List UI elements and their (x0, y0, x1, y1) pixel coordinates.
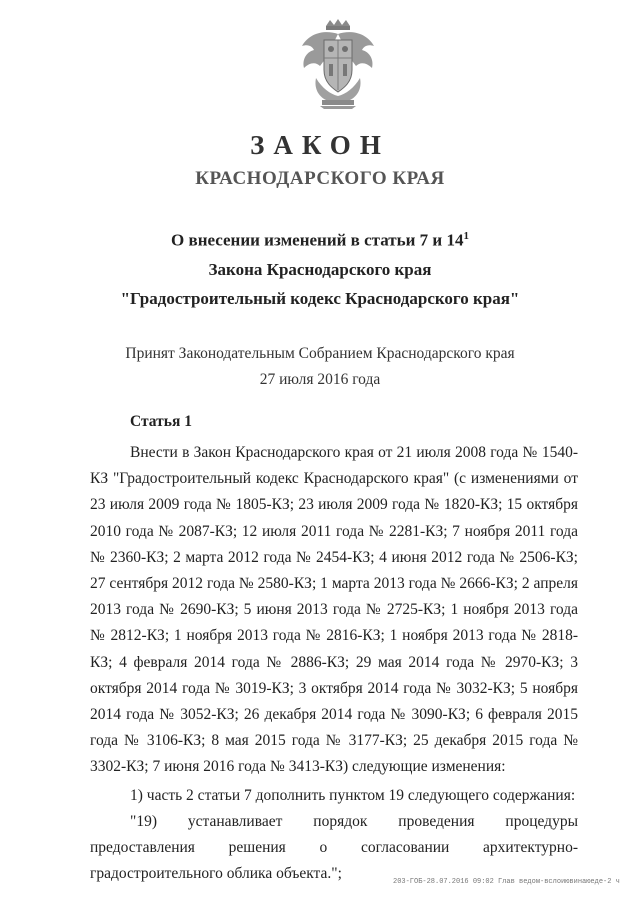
adoption-body: Принят Законодательным Собранием Краснодарского края (125, 345, 515, 362)
article-item-1-text: "19) устанавливает порядок проведения процедуры предоставления решения о согласовании архитектурно-градостроительного облика объекта."; (90, 812, 578, 883)
adoption-info (0, 341, 640, 393)
subject-line-1: О внесении изменений в статьи 7 и $14^1$ (171, 230, 469, 250)
law-subject (0, 222, 640, 313)
adoption-date: 27 июля 2016 года (259, 371, 381, 388)
subject-superscript: 1 (463, 230, 469, 242)
subject-line-2: Закона Краснодарского края (208, 259, 432, 279)
article-paragraph: Внести в Закон Краснодарского края от 21 июля 2008 года № 1540-КЗ "Градостроительный кодекс Краснодарского края" (с изменениями от 23 июля 2009 года № 1805-КЗ; 23 июля 2009 года № 1820-КЗ; 15 октября 2010 года № 2087-КЗ; 12 июля 2011 года № 2281-КЗ; 7 ноября 2011 года № 2360-КЗ; 2 марта 2012 года № 2454-КЗ; 4 июня 2012 года № 2506-КЗ; 27 сентября 2012 года № 2580-КЗ; 1 марта 2013 года № 2666-КЗ; 2 апреля 2013 года № 2690-КЗ; 5 июня 2013 года № 2725-КЗ; 1 ноября 2013 года № 2812-КЗ; 1 ноября 2013 года № 2816-КЗ; 1 ноября 2013 года № 2818-КЗ; 4 февраля 2014 года № 2886-КЗ; 29 мая 2014 года № 2970-КЗ; 3 октября 2014 года № 3019-КЗ; 3 октября 2014 года № 3032-КЗ; 5 ноября 2014 года № 3052-КЗ; 26 декабря 2014 года № 3090-КЗ; 6 февраля 2015 года № 3106-КЗ; 8 мая 2015 года № 3177-КЗ; 25 декабря 2015 года № 3302-КЗ; 7 июня 2016 года № 3413-КЗ) следующие изменения: (90, 444, 578, 776)
document-region: КРАСНОДАРСКОГО КРАЯ (195, 168, 445, 189)
subject-line-3: "Градостроительный кодекс Краснодарского края" (120, 288, 520, 308)
footer-document-code: 203-ГОБ-28.07.2016 09:02 Глав ведом-вслоиювинаюеде-2 ч (393, 878, 620, 886)
article-body (90, 440, 578, 887)
coat-of-arms-icon (296, 18, 380, 110)
article-heading: Статья 1 (130, 413, 192, 430)
document-title: ЗАКОН (250, 130, 390, 160)
article-item-1: 1) часть 2 статьи 7 дополнить пунктом 19 следующего содержания: (130, 786, 576, 804)
